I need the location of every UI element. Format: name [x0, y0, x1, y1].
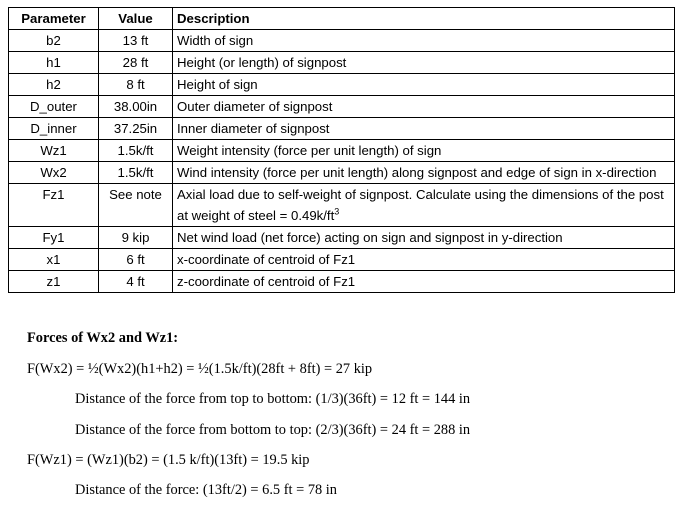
- distance-top-to-bottom: Distance of the force from top to bottom: (1/3)(36ft) = 12 ft = 144 in: [75, 391, 471, 407]
- description-cell: x-coordinate of centroid of Fz1: [173, 249, 675, 271]
- param-cell: z1: [9, 271, 99, 293]
- param-cell: b2: [9, 30, 99, 52]
- table-row: [9, 52, 675, 74]
- superscript-exponent: 3: [334, 206, 340, 217]
- table-row: [9, 249, 675, 271]
- param-cell: D_outer: [9, 96, 99, 118]
- notes-heading: Forces of Wx2 and Wz1:: [27, 330, 179, 346]
- description-cell: Wind intensity (force per unit length) along signpost and edge of sign in x-direction: [173, 162, 675, 184]
- column-header-description: Description: [173, 8, 675, 30]
- table-row: [9, 74, 675, 96]
- equation-wz1: F(Wz1) = (Wz1)(b2) = (1.5 k/ft)(13ft) = 19.5 kip: [27, 452, 310, 468]
- value-cell: 6 ft: [99, 249, 173, 271]
- table-row: [9, 162, 675, 184]
- column-header-parameter: Parameter: [9, 8, 99, 30]
- param-cell: h1: [9, 52, 99, 74]
- param-cell: Wz1: [9, 140, 99, 162]
- description-cell: Outer diameter of signpost: [173, 96, 675, 118]
- description-text: Axial load due to self-weight of signpost. Calculate using the dimensions of the post at weight of steel = 0.49k/ft: [177, 187, 664, 223]
- value-cell: 1.5k/ft: [99, 140, 173, 162]
- table-row: [9, 140, 675, 162]
- value-cell: 13 ft: [99, 30, 173, 52]
- parameter-table: [8, 7, 675, 293]
- value-cell: 8 ft: [99, 74, 173, 96]
- value-cell: 4 ft: [99, 271, 173, 293]
- description-cell: Weight intensity (force per unit length) of sign: [173, 140, 675, 162]
- param-cell: h2: [9, 74, 99, 96]
- description-cell: Net wind load (net force) acting on sign and signpost in y-direction: [173, 227, 675, 249]
- description-cell: Height (or length) of signpost: [173, 52, 675, 74]
- param-cell: Fz1: [9, 184, 99, 227]
- column-header-value: Value: [99, 8, 173, 30]
- description-cell: [173, 184, 675, 227]
- value-cell: 28 ft: [99, 52, 173, 74]
- distance-bottom-to-top: Distance of the force from bottom to top: (2/3)(36ft) = 24 ft = 288 in: [75, 422, 471, 438]
- table-row: [9, 30, 675, 52]
- table-row: [9, 96, 675, 118]
- table-row: [9, 184, 675, 227]
- table-row: [9, 271, 675, 293]
- value-cell: 38.00in: [99, 96, 173, 118]
- table-header-row: [9, 8, 675, 30]
- value-cell: 1.5k/ft: [99, 162, 173, 184]
- description-cell: Inner diameter of signpost: [173, 118, 675, 140]
- value-cell: See note: [99, 184, 173, 227]
- description-cell: Width of sign: [173, 30, 675, 52]
- description-cell: Height of sign: [173, 74, 675, 96]
- description-cell: z-coordinate of centroid of Fz1: [173, 271, 675, 293]
- table-row: [9, 227, 675, 249]
- param-cell: x1: [9, 249, 99, 271]
- param-cell: Fy1: [9, 227, 99, 249]
- param-cell: Wx2: [9, 162, 99, 184]
- param-cell: D_inner: [9, 118, 99, 140]
- value-cell: 9 kip: [99, 227, 173, 249]
- table-row: [9, 118, 675, 140]
- equation-wx2: F(Wx2) = ½(Wx2)(h1+h2) = ½(1.5k/ft)(28ft + 8ft) = 27 kip: [27, 361, 373, 377]
- value-cell: 37.25in: [99, 118, 173, 140]
- distance-of-force: Distance of the force: (13ft/2) = 6.5 ft = 78 in: [75, 482, 337, 498]
